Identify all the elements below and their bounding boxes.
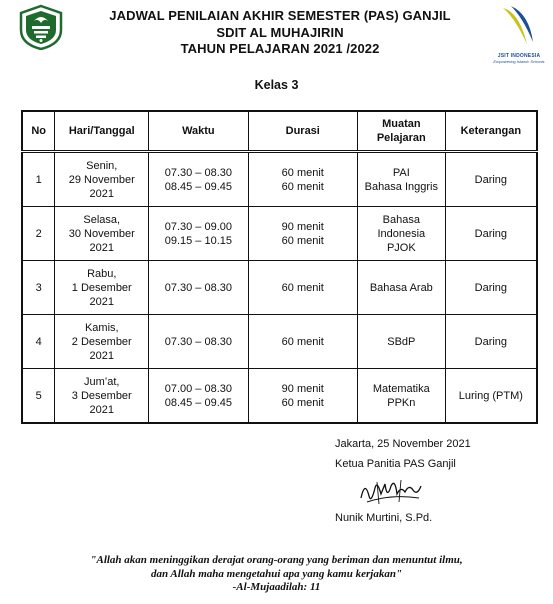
jsit-swoosh-icon	[499, 4, 539, 48]
day-year: 2021	[89, 349, 114, 362]
jsit-tagline: Empowering Islamic Schools	[493, 59, 545, 64]
cell-time	[149, 207, 248, 261]
cell-subject	[357, 315, 445, 369]
table-header-row	[22, 111, 537, 152]
duration-value: 90 menit	[281, 382, 324, 395]
time-slot: 07.30 – 08.30	[164, 281, 233, 294]
day-year: 2021	[89, 403, 114, 416]
cell-subject	[357, 152, 445, 207]
day-name: Senin,	[86, 159, 118, 172]
cell-day	[55, 207, 149, 261]
committee-role: Ketua Panitia PAS Ganjil	[335, 458, 456, 470]
class-title: Kelas 3	[254, 78, 299, 92]
time-slot: 07.30 – 08.30	[164, 335, 233, 348]
subject-name: PPKn	[387, 396, 416, 409]
time-slot: 07.00 – 08.30	[164, 382, 233, 395]
cell-no: 2	[22, 207, 55, 261]
subject-name: Matematika	[372, 382, 430, 395]
header-subject	[357, 111, 445, 152]
day-date: 1 Desember	[71, 281, 132, 294]
day-name: Rabu,	[87, 267, 117, 280]
duration-value: 60 menit	[281, 335, 324, 348]
time-slot: 07.30 – 08.30	[164, 166, 233, 179]
header-day: Hari/Tanggal	[55, 111, 149, 152]
header-note: Keterangan	[445, 111, 537, 152]
day-date: 2 Desember	[71, 335, 132, 348]
quote-block	[0, 554, 553, 595]
cell-duration	[248, 207, 357, 261]
cell-note: Daring	[445, 261, 537, 315]
duration-value: 60 menit	[281, 281, 324, 294]
header-year: TAHUN PELAJARAN 2021 /2022	[180, 41, 380, 56]
cell-no: 5	[22, 369, 55, 424]
school-logo	[14, 4, 68, 50]
table-row	[22, 207, 537, 261]
cell-duration	[248, 152, 357, 207]
cell-time	[149, 315, 248, 369]
time-slot: 09.15 – 10.15	[164, 234, 233, 247]
subject-name: SBdP	[387, 335, 416, 348]
cell-note: Daring	[445, 207, 537, 261]
day-year: 2021	[89, 295, 114, 308]
cell-no: 4	[22, 315, 55, 369]
schedule-table	[21, 110, 538, 424]
duration-value: 60 menit	[281, 180, 324, 193]
subject-name: Bahasa Arab	[369, 281, 433, 294]
signature-block	[335, 438, 471, 524]
cell-duration	[248, 369, 357, 424]
header-title: JADWAL PENILAIAN AKHIR SEMESTER (PAS) GANJIL	[109, 8, 451, 23]
quote-line: "Allah akan meninggikan derajat orang-orang yang beriman dan menuntut ilmu,	[90, 554, 463, 566]
quote-source: -Al-Mujaadilah: 11	[232, 581, 321, 593]
table-row	[22, 369, 537, 424]
day-name: Kamis,	[84, 321, 119, 334]
signer-name: Nunik Murtini, S.Pd.	[335, 512, 433, 524]
table-row	[22, 152, 537, 207]
cell-duration	[248, 261, 357, 315]
time-slot: 08.45 – 09.45	[164, 180, 233, 193]
cell-subject	[357, 369, 445, 424]
day-date: 30 November	[68, 227, 135, 240]
jsit-label: JSIT INDONESIA	[497, 53, 541, 59]
day-name: Jum’at,	[84, 375, 120, 388]
cell-time	[149, 369, 248, 424]
subject-name: Bahasa Indonesia	[377, 213, 426, 240]
cell-time	[149, 261, 248, 315]
day-name: Selasa,	[83, 213, 121, 226]
cell-no: 1	[22, 152, 55, 207]
document-header	[70, 8, 490, 58]
duration-value: 90 menit	[281, 220, 324, 233]
day-year: 2021	[89, 241, 114, 254]
header-duration: Durasi	[248, 111, 357, 152]
time-slot: 07.30 – 09.00	[164, 220, 233, 233]
cell-note: Daring	[445, 315, 537, 369]
cell-duration	[248, 315, 357, 369]
subject-name: Bahasa Inggris	[364, 180, 438, 193]
cell-day	[55, 315, 149, 369]
quote-line: dan Allah maha mengetahui apa yang kamu kerjakan"	[150, 567, 403, 580]
cell-note: Luring (PTM)	[445, 369, 537, 424]
cell-note: Daring	[445, 152, 537, 207]
day-date: 3 Desember	[71, 389, 132, 402]
cell-subject	[357, 207, 445, 261]
header-subject-line1: Muatan	[382, 118, 421, 130]
table-row	[22, 261, 537, 315]
header-time: Waktu	[149, 111, 248, 152]
duration-value: 60 menit	[281, 166, 324, 179]
handwritten-signature-icon	[357, 474, 427, 510]
header-school: SDIT AL MUHAJIRIN	[216, 24, 344, 40]
cell-day	[55, 369, 149, 424]
cell-time	[149, 152, 248, 207]
day-year: 2021	[89, 187, 114, 200]
cell-no: 3	[22, 261, 55, 315]
jsit-logo	[488, 4, 550, 66]
time-slot: 08.45 – 09.45	[164, 396, 233, 409]
school-emblem-icon	[14, 4, 68, 50]
header-subject-line2: Pelajaran	[376, 132, 426, 144]
cell-day	[55, 261, 149, 315]
table-row	[22, 315, 537, 369]
cell-subject	[357, 261, 445, 315]
day-date: 29 November	[68, 173, 135, 186]
subject-name: PJOK	[386, 241, 416, 254]
cell-day	[55, 152, 149, 207]
header-no: No	[22, 111, 55, 152]
duration-value: 60 menit	[281, 396, 324, 409]
subject-name: PAI	[392, 166, 410, 179]
duration-value: 60 menit	[281, 234, 324, 247]
place-date: Jakarta, 25 November 2021	[335, 438, 471, 450]
